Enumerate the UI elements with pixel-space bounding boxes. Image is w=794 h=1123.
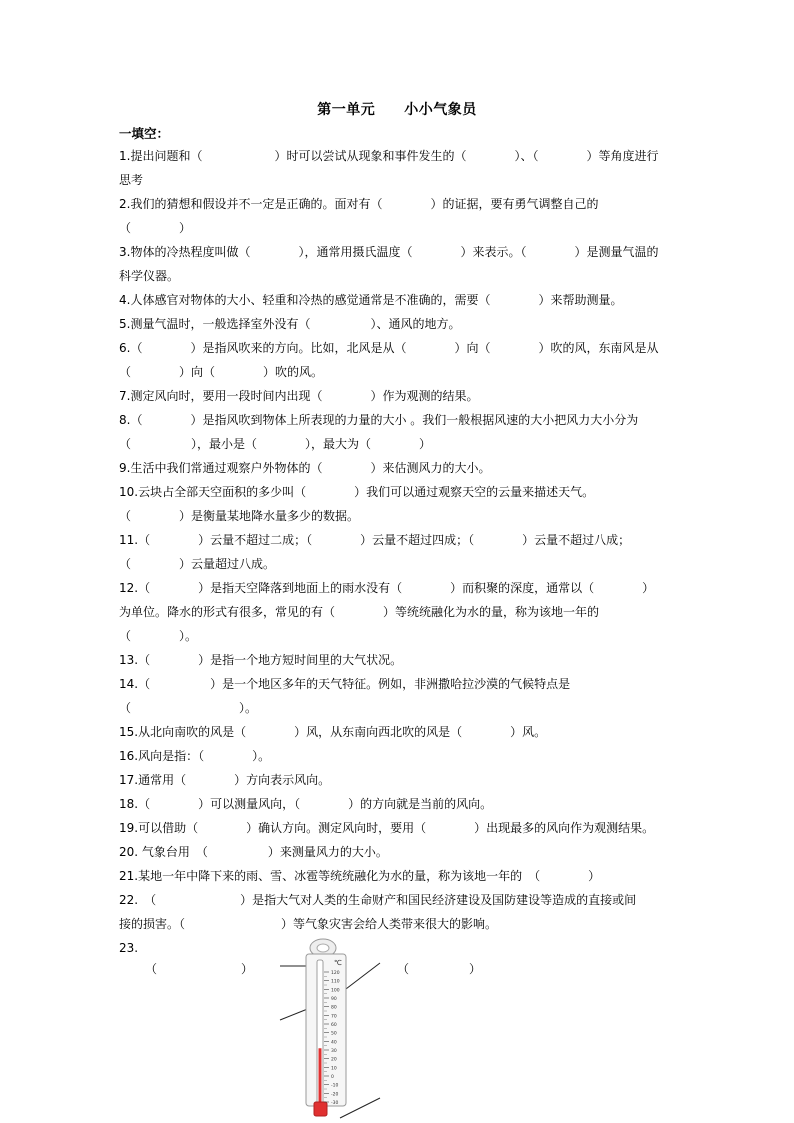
scale-label: 50 [331,1031,337,1037]
question-line: 思考 [119,173,144,187]
liquid-column [319,1048,322,1106]
question-line: （ ） [119,221,192,235]
question-line: （ ）。 [119,701,258,715]
question-line: 为单位。降水的形式有很多，常见的有（ ）等统统融化为水的量，称为该地一年的 [119,605,600,619]
scale-label: 110 [331,979,340,985]
thermometer-answer-blank-left[interactable]: （ ） [145,962,254,976]
scale-label: 120 [331,971,340,976]
question-line: （ ）向（ ）吹的风。 [119,365,324,379]
question-line: 23. [119,941,139,955]
scale-label: 40 [331,1040,337,1046]
question-line: 5.测量气温时，一般选择室外没有（ ）、通风的地方。 [119,317,461,331]
thermometer-board [306,954,346,1106]
question-line: 21.某地一年中降下来的雨、雪、冰雹等统统融化为水的量，称为该地一年的 （ ） [119,869,601,883]
scale-label: -20 [331,1092,339,1098]
question-line: 13.（ ）是指一个地方短时间里的大气状况。 [119,653,403,667]
question-line: 4.人体感官对物体的大小、轻重和冷热的感觉通常是不准确的，需要（ ）来帮助测量。 [119,293,623,307]
question-line: 12.（ ）是指天空降落到地面上的雨水没有（ ）而积聚的深度，通常以（ ） [119,581,655,595]
thermometer-bulb [314,1102,327,1116]
question-line: 科学仪器。 [119,269,180,283]
question-line: 2.我们的猜想和假设并不一定是正确的。面对有（ ）的证据，要有勇气调整自己的 [119,197,599,211]
question-line: 19.可以借助（ ）确认方向。测定风向时，要用（ ）出现最多的风向作为观测结果。 [119,821,655,835]
question-line: 8.（ ）是指风吹到物体上所表现的力量的大小 。我们一般根据风速的大小把风力大小分为 [119,413,639,427]
scale-label: 0 [331,1075,334,1080]
question-line: （ ）云量超过八成。 [119,557,276,571]
scale-label: 70 [331,1014,337,1020]
hanging-hole [317,944,329,952]
question-line: 9.生活中我们常通过观察户外物体的（ ）来估测风力的大小。 [119,461,491,475]
question-line: 10.云块占全部天空面积的多少叫（ ）我们可以通过观察天空的云量来描述天气。 [119,485,595,499]
question-line: 20. 气象台用 （ ）来测量风力的大小。 [119,845,388,859]
scale-label: 80 [331,1005,337,1011]
leader-line-top-right [342,963,380,992]
question-line: （ ）。 [119,629,198,643]
question-line: 18.（ ）可以测量风向，（ ）的方向就是当前的风向。 [119,797,493,811]
scale-label: -10 [331,1083,339,1089]
thermometer-answer-blank-right[interactable]: （ ） [397,962,482,976]
question-line: （ ），最小是（ ），最大为（ ） [119,437,432,451]
section-heading: 一填空： [119,126,170,141]
scale-label: 30 [331,1049,337,1054]
page-title: 第一单元 小小气象员 [317,102,477,118]
question-line: 3.物体的冷热程度叫做（ ），通常用摄氏温度（ ）来表示。（ ）是测量气温的 [119,245,659,259]
scale-label: 100 [331,988,340,994]
question-line: 22. （ ）是指大气对人类的生命财产和国民经济建设及国防建设等造成的直接或间 [119,893,637,907]
scale-label: 60 [331,1023,337,1028]
question-line: 11.（ ）云量不超过二成；（ ）云量不超过四成；（ ）云量不超过八成； [119,533,631,547]
question-line: 6.（ ）是指风吹来的方向。比如，北风是从（ ）向（ ）吹的风，东南风是从 [119,341,659,355]
question-line: （ ）是衡量某地降水量多少的数据。 [119,509,360,523]
question-line: 7.测定风向时，要用一段时间内出现（ ）作为观测的结果。 [119,389,479,403]
question-line: 1.提出问题和（ ）时可以尝试从现象和事件发生的（ ）、（ ）等角度进行 [119,149,659,163]
unit-label: ℃ [334,959,342,967]
question-line: 15.从北向南吹的风是（ ）风，从东南向西北吹的风是（ ）风。 [119,725,547,739]
scale-label: -30 [331,1101,339,1106]
scale-label: 10 [331,1066,337,1072]
scale-label: 90 [331,997,337,1002]
thermometer-diagram [278,936,388,1122]
question-line: 16.风向是指：（ ）。 [119,749,271,763]
question-line: 14.（ ）是一个地区多年的天气特征。例如，非洲撒哈拉沙漠的气候特点是 [119,677,571,691]
question-line: 17.通常用（ ）方向表示风向。 [119,773,331,787]
scale-label: 20 [331,1057,337,1063]
question-line: 接的损害。（ ）等气象灾害会给人类带来很大的影响。 [119,917,498,931]
